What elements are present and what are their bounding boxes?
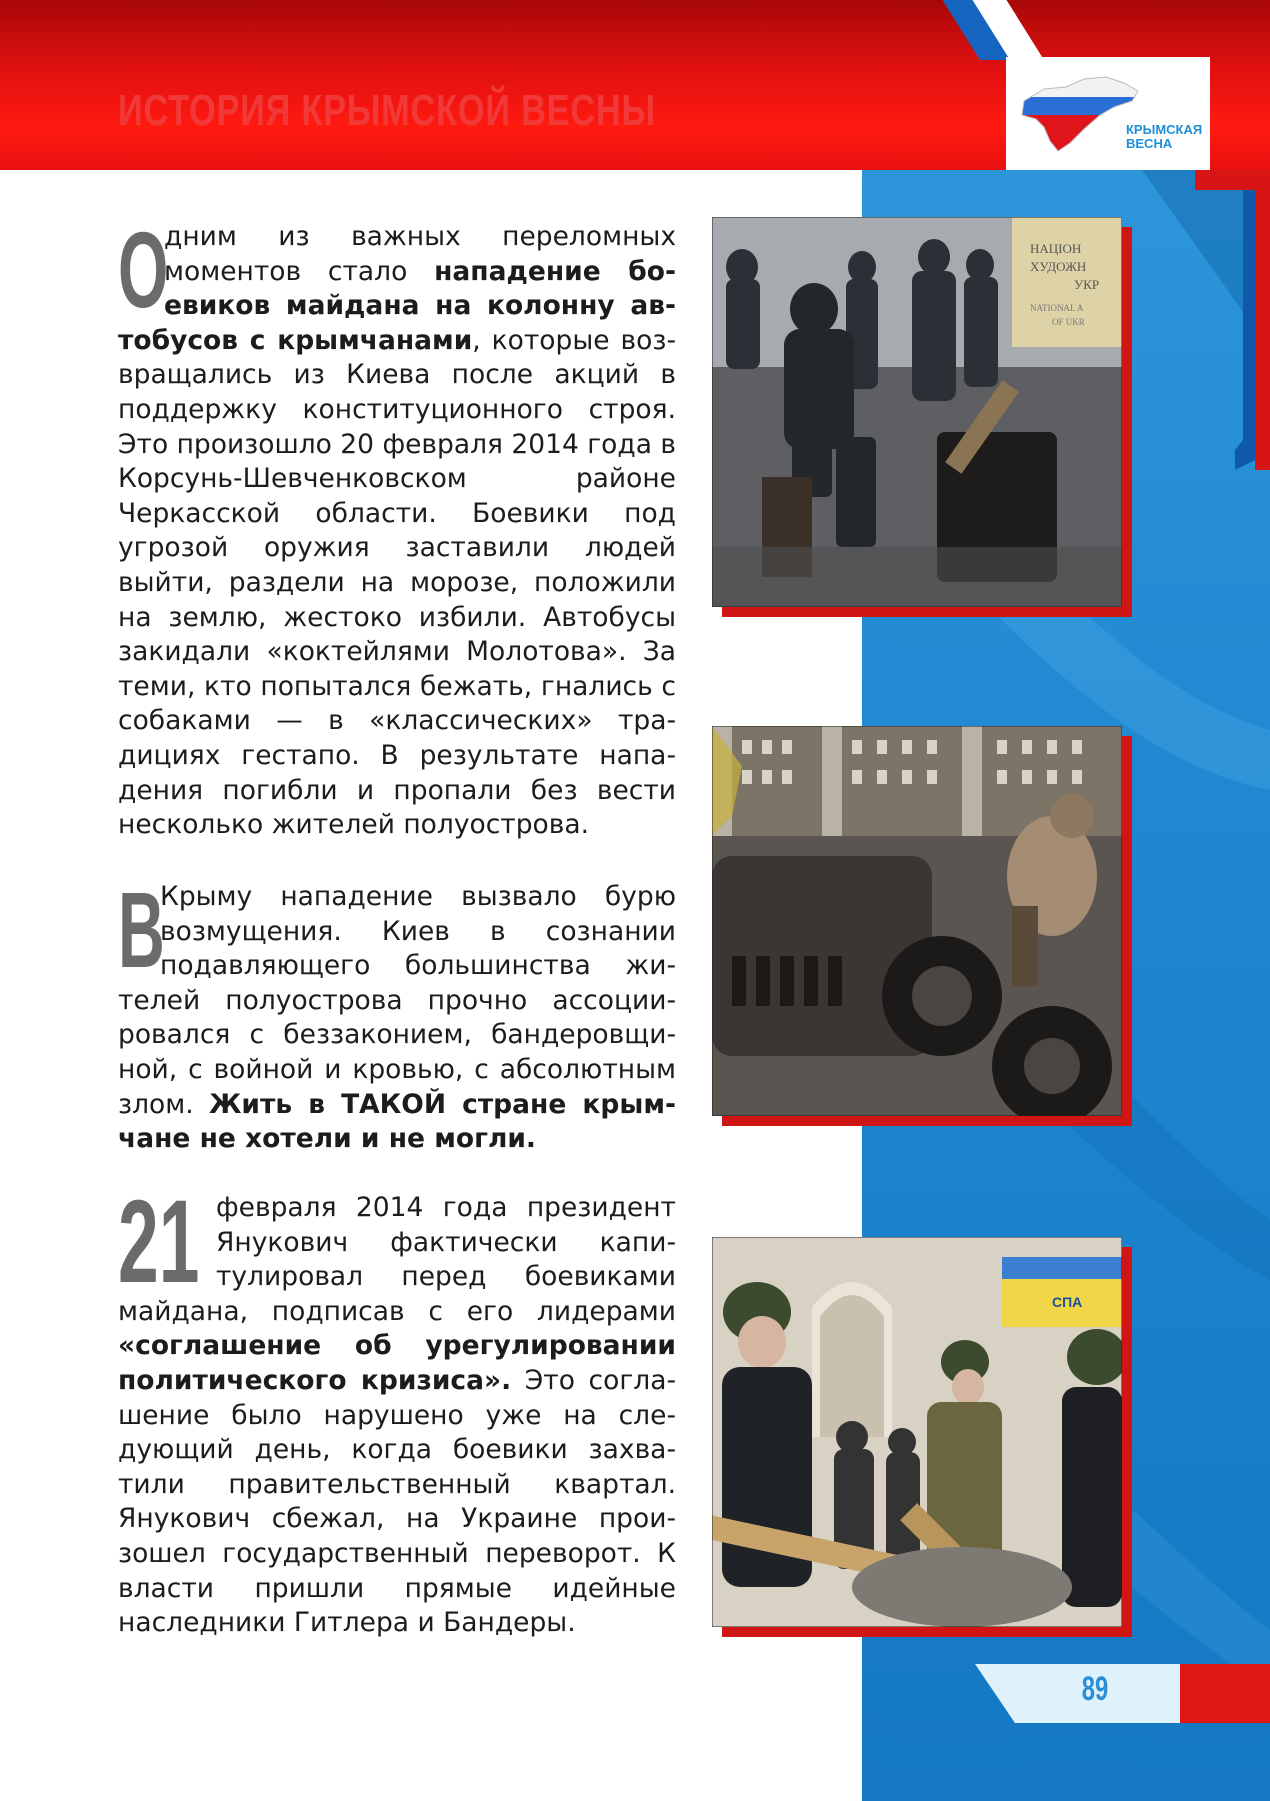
photo-barricade-tires bbox=[712, 726, 1122, 1116]
paragraph-february-21 bbox=[118, 1176, 676, 1641]
dropcap: О bbox=[118, 209, 169, 330]
dropcap: 21 bbox=[118, 1176, 200, 1308]
sign-text: NATIONAL A bbox=[1030, 303, 1084, 313]
sign-text: ХУДОЖН bbox=[1030, 259, 1087, 274]
paragraph-bus-attack bbox=[118, 209, 676, 843]
logo-wordmark bbox=[1126, 123, 1202, 151]
red-accent-shape bbox=[1195, 170, 1270, 470]
logo-line-2: ВЕСНА bbox=[1126, 136, 1173, 151]
crimean-spring-logo bbox=[1006, 57, 1210, 170]
paragraph-text: , которые возвращались из Киева после акций в поддержку конституционного строя. Это произошло 20 февраля 2014 года в Корсунь-Шевченковском районе Черкасской области. Боевики под угрозой оружия заставили людей выйти, раздели на морозе, положили на землю, жестоко избили. Автобусы закидали «коктейлями Молотова». За теми, кто попытался бежать, гнались с собаками — в «классических» традициях гестапо. В результате нападения погибли и пропали без вести несколько жителей полуострова. bbox=[118, 324, 676, 841]
paragraph-text: Это соглашение было нарушено уже на следующий день, когда боевики захватили правительственный квартал. Янукович сбежал, на Украине произошел государственный переворот. К власти пришли прямые идейные наследники Гитлера и Бандеры. bbox=[118, 1364, 676, 1639]
paragraph-bold-text: «соглашение об урегулировании политического кризиса». bbox=[118, 1330, 676, 1396]
paragraph-text: Крыму нападение вызвало бурю возмущения. Киев в сознании подавляющего большинства жителей полуострова прочно ассоциировался с беззаконием, бандеровщиной, с войной и кровью, с абсолютным злом. bbox=[118, 881, 676, 1120]
photo-riot-police-image bbox=[712, 217, 1122, 607]
dropcap: В bbox=[118, 869, 165, 990]
logo-line-1: КРЫМСКАЯ bbox=[1126, 122, 1203, 137]
sign-text: НАЦІОН bbox=[1030, 241, 1082, 256]
page-number-tab bbox=[975, 1664, 1270, 1723]
paragraph-text: февраля 2014 года президент Янукович фактически капитулировал перед боевиками майдана, подписав с его лидерами bbox=[118, 1192, 676, 1327]
sign-text: OF UKR bbox=[1052, 317, 1085, 327]
page-number: 89 bbox=[1081, 1670, 1109, 1708]
paragraph-text: дним из важных переломных моментов стало bbox=[164, 221, 676, 287]
paragraph-bold-text: Жить в ТАКОЙ стране крымчане не хотели и не могли. bbox=[118, 1088, 676, 1155]
photo-barricade-image bbox=[712, 726, 1122, 1116]
sign-text: УКР bbox=[1074, 277, 1100, 292]
photo-riot-police bbox=[712, 217, 1122, 607]
photo-militants-image bbox=[712, 1237, 1122, 1627]
crimea-map-flag-icon bbox=[1014, 71, 1144, 157]
photo-militants-helmets bbox=[712, 1237, 1122, 1627]
section-title: ИСТОРИЯ КРЫМСКОЙ ВЕСНЫ bbox=[118, 86, 656, 135]
banner-text: СПА bbox=[1052, 1294, 1083, 1310]
paragraph-crimea-reaction bbox=[118, 869, 676, 1157]
paragraph-bold-text: нападение боевиков майдана на колонну автобусов с крымчанами bbox=[118, 255, 676, 356]
